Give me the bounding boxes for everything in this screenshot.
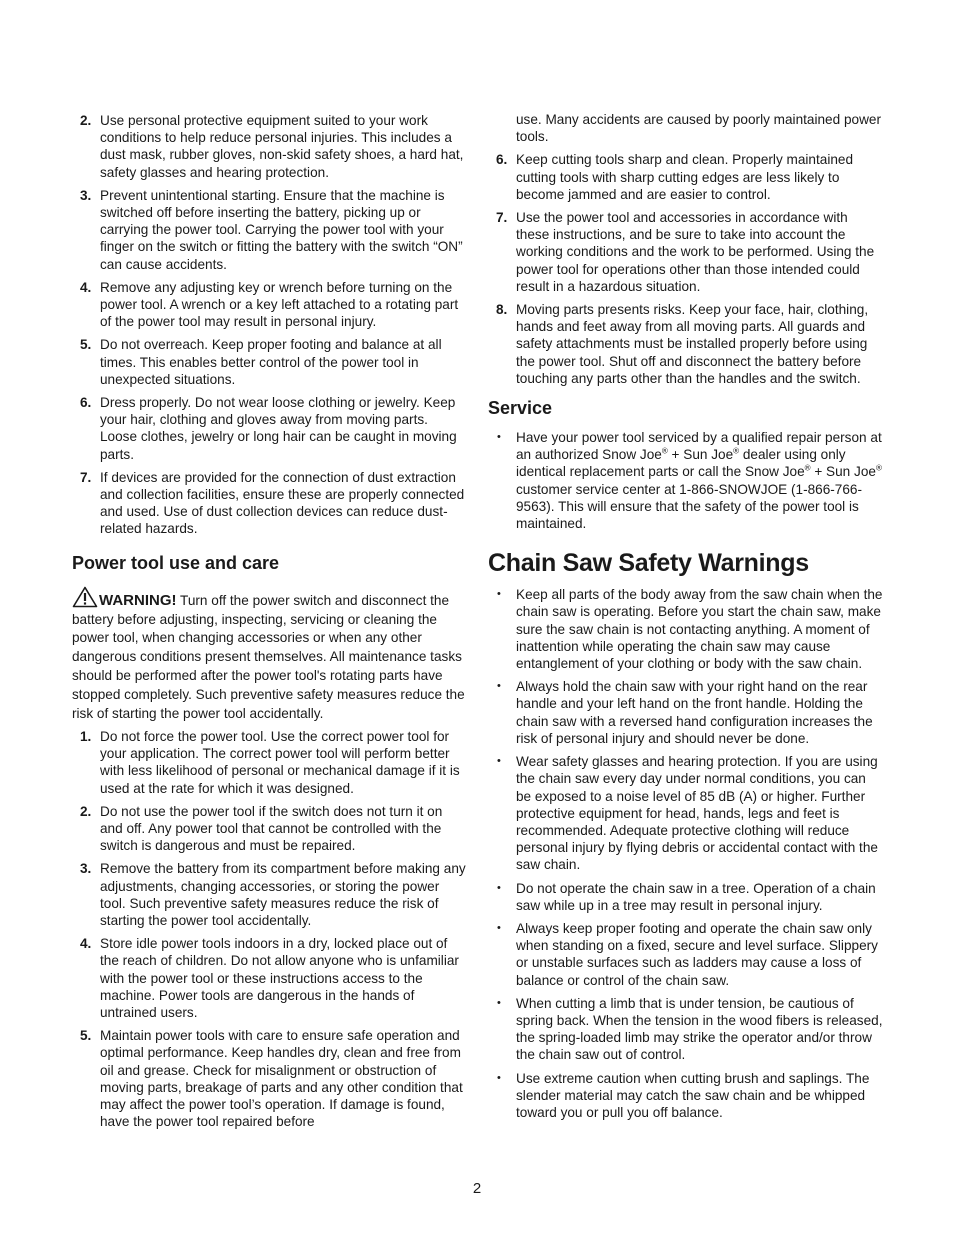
list-item: 2. Do not use the power tool if the switch does not turn it on and off. Any power tool that cannot be controlled with the switch is dangerous and must be repaired.	[80, 803, 443, 854]
warning-text: Turn off the power switch and disconnect the battery before adjusting, inspecting, servicing or cleaning the power tool, when changing accessories or when any other dangerous conditions present themselves. All maintenance tasks should be performed after the power tool's rotating parts have stopped completely. Such preventive safety measures reduce the risk of starting the power tool accidentally.	[72, 592, 465, 722]
list-item: 5. Do not overreach. Keep proper footing and balance at all times. This enables better control of the power tool in unexpected situations.	[80, 337, 442, 387]
warning-triangle-icon	[72, 586, 98, 608]
list-item: 3. Prevent unintentional starting. Ensure that the machine is switched off before inserting the battery, picking up or carrying the power tool. Carrying the power tool with your finger on the switch or fitting the battery with the switch “ON” can cause accidents.	[80, 187, 463, 272]
list-item: 8. Moving parts presents risks. Keep your face, hair, clothing, hands and feet away from all moving parts. All guards and safety attachments must be installed properly before using the power tool. Shut off and disconnect the battery before touching any parts other than the handles and the switch.	[496, 302, 869, 386]
list-item: 6. Dress properly. Do not wear loose clothing or jewelry. Keep your hair, clothing and gloves away from moving parts. Loose clothes, jewelry or long hair can be caught in moving parts.	[80, 395, 457, 462]
list-item: 6. Keep cutting tools sharp and clean. Properly maintained cutting tools with sharp cutting edges are less likely to become jammed and are easier to control.	[496, 152, 854, 202]
list-item: 2. Use personal protective equipment suited to your work conditions to help reduce personal injuries. This includes a dust mask, rubber gloves, non-skid safety shoes, a hard hat, safety glasses and hearing protection.	[80, 113, 464, 180]
list-item: 7. Use the power tool and accessories in accordance with these instructions, and be sure to take into account the working conditions and the work to be performed. Using the power tool for operations other than those intended could result in a hazardous situation.	[496, 210, 875, 294]
left-column	[72, 112, 468, 1136]
section-title-service: Service	[488, 398, 553, 419]
power-tool-use-list-continued	[488, 151, 884, 387]
section-title-power-tool-use: Power tool use and care	[72, 552, 280, 573]
list-item: 5. Maintain power tools with care to ensure safe operation and optimal performance. Keep handles dry, clean and free from oil and grease. Check for misalignment or obstruction of moving parts, breakage of parts and any other condition that may affect the power tool’s operation. If damage is found, have the power tool repaired before	[80, 1028, 463, 1130]
list-item: • Use extreme caution when cutting brush and saplings. The slender material may catch the saw chain and be whipped toward you or pull you off balance.	[497, 1070, 870, 1120]
list-item: • Always keep proper footing and operate the chain saw only when standing on a fixed, secure and level surface. Slippery or unstable surfaces such as ladders may cause a loss of balance or control of the chain saw.	[497, 920, 878, 988]
warning-paragraph	[72, 586, 468, 724]
chain-saw-warnings-title: Chain Saw Safety Warnings	[488, 549, 809, 578]
bullet-dot: •	[497, 431, 501, 444]
right-column	[488, 111, 884, 1127]
list-item-continuation: use. Many accidents are caused by poorly maintained power tools.	[516, 112, 881, 145]
list-item: • Always hold the chain saw with your right hand on the rear handle and your left hand on the front handle. Holding the chain saw with a reversed hand configuration increases the risk of personal injury and should never be done.	[497, 679, 873, 746]
list-item: 7. If devices are provided for the connection of dust extraction and collection facilities, ensure these are properly connected and used. Use of dust collection devices can reduce dust-related hazards.	[80, 469, 465, 537]
power-tool-use-list	[72, 728, 468, 1130]
list-item: 1. Do not force the power tool. Use the correct power tool for your application. The correct power tool will perform better with less likelihood of personal or mechanical damage if it is used at the rate for which it was designed.	[80, 729, 460, 796]
list-item: 4. Remove any adjusting key or wrench before turning on the power tool. A wrench or a key left attached to a rotating part of the power tool may result in personal injury.	[80, 279, 459, 330]
list-item: • Keep all parts of the body away from the saw chain when the chain saw is operating. Before you start the chain saw, make sure the saw chain is not contacting anything. A moment of inattention while operating the chain saw may cause entanglement of your clothing or body with the saw chain.	[497, 587, 883, 672]
list-item: 3. Remove the battery from its compartment before making any adjustments, changing accessories, or storing the power tool. Such preventive safety measures reduce the risk of starting the power tool accidentally.	[80, 861, 466, 929]
service-bullet: • Have your power tool serviced by a qualified repair person at an authorized Snow Joe® + Sun Joe® dealer using only identical replacement parts or call the Snow Joe® + Sun Joe® customer service center at 1-866-SNOWJOE (1-866-766-9563). This will ensure that the safety of the power tool is maintained.	[497, 430, 882, 532]
list-item: • Do not operate the chain saw in a tree. Operation of a chain saw while up in a tree may result in personal injury.	[497, 880, 876, 913]
personal-safety-list	[72, 112, 468, 538]
list-item: • When cutting a limb that is under tension, be cautious of spring back. When the tension in the wood fibers is released, the spring-loaded limb may strike the operator and/or throw the chain saw out of control.	[497, 995, 883, 1063]
warning-label: WARNING!	[99, 591, 177, 609]
list-item: • Wear safety glasses and hearing protection. If you are using the chain saw every day under normal conditions, you can be exposed to a noise level of 85 dB (A) or higher. Further protective equipment for head, hands, legs and feet is recommended. Adequate protective clothing will reduce personal injury by flying debris or accidental contact with the saw chain.	[497, 754, 878, 873]
page-number: 2	[472, 1180, 482, 1197]
list-item: 4. Store idle power tools indoors in a dry, locked place out of the reach of children. Do not allow anyone who is unfamiliar with the power tool or these instructions access to the machine. Power tools are dangerous in the hands of untrained users.	[80, 936, 459, 1021]
chain-saw-warnings-list	[488, 586, 884, 1121]
